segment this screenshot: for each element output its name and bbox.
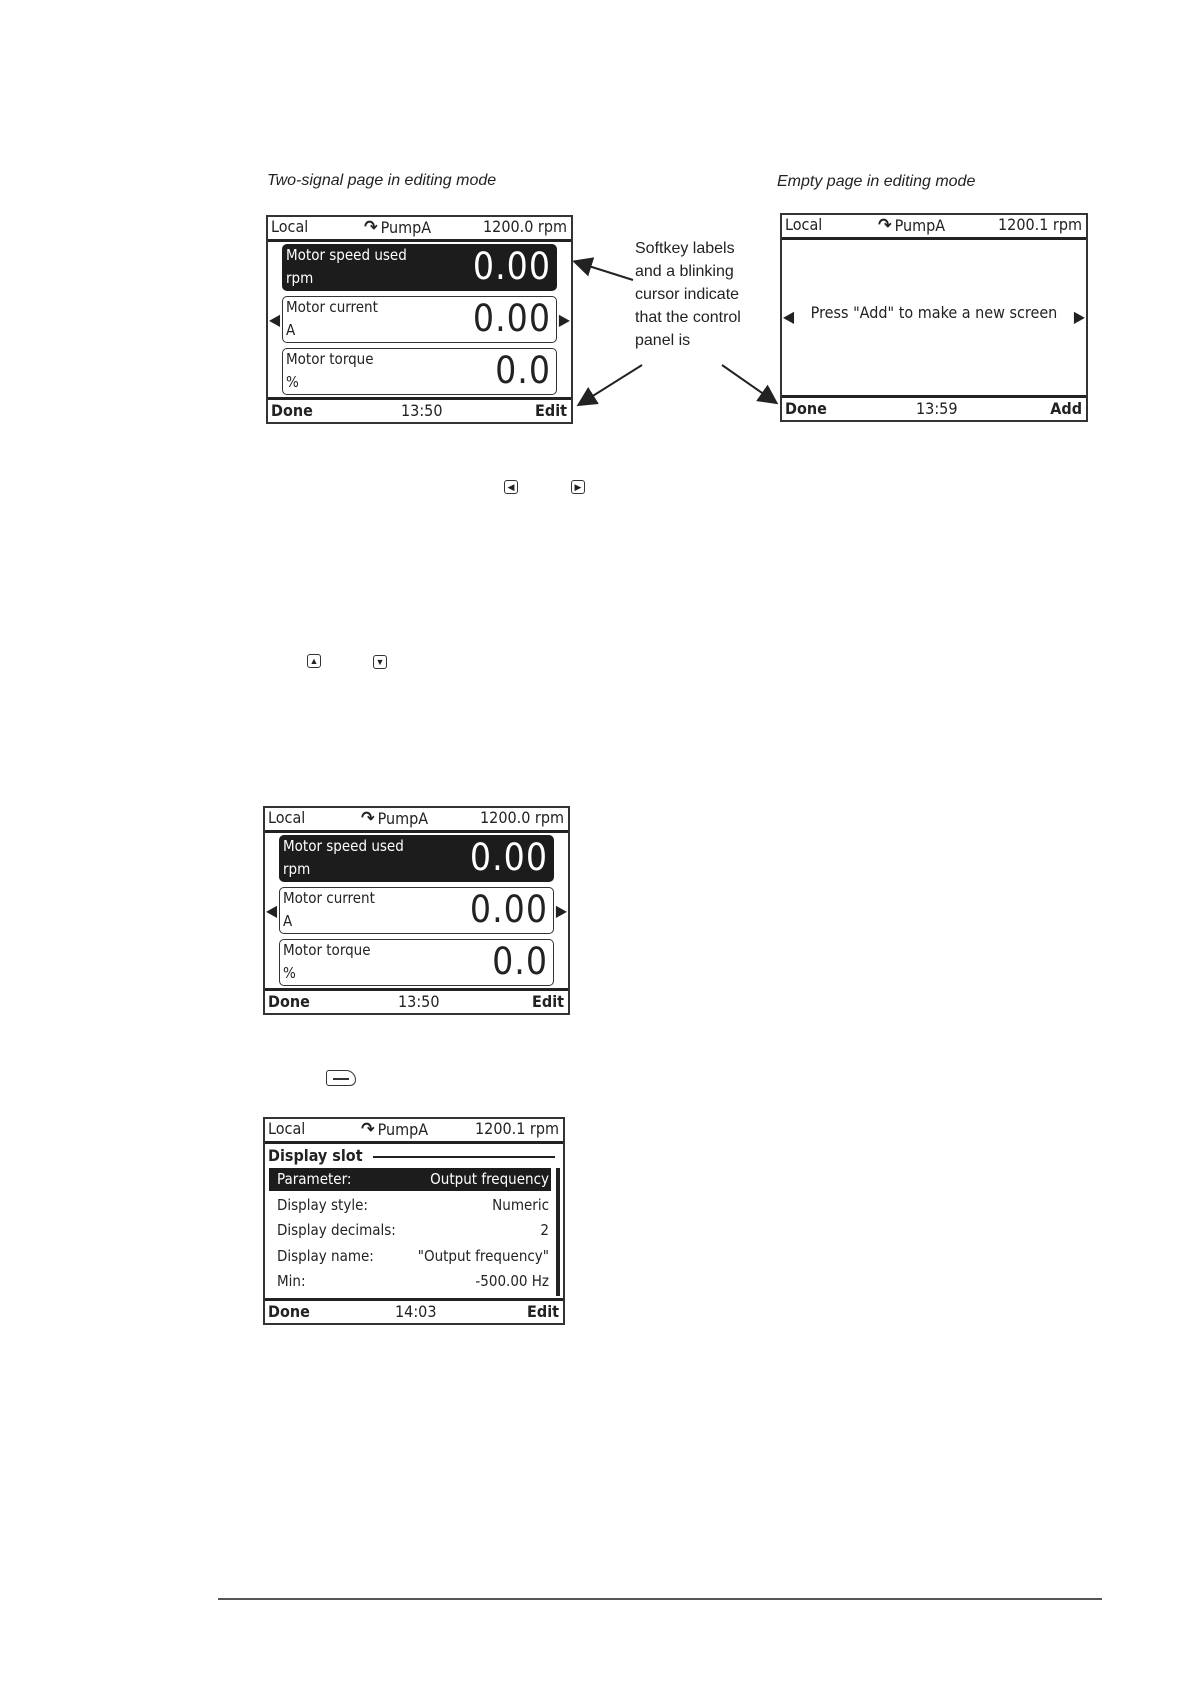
param-key: Min: [277, 1272, 306, 1290]
drive-name-label: PumpA [894, 216, 946, 235]
drive-name [878, 215, 945, 236]
done-softkey-label[interactable]: Done [271, 401, 313, 420]
param-value: "Output frequency" [417, 1247, 549, 1265]
signal-name: Motor torque [286, 350, 374, 368]
edit-softkey-label[interactable]: Edit [527, 1302, 559, 1321]
panel-footer [265, 988, 568, 1013]
arrow-to-empty-page [722, 365, 775, 402]
arrow-to-selected-slot [576, 262, 633, 280]
panel-header [265, 808, 568, 833]
clock: 13:59 [916, 399, 958, 418]
lcd-panel-display-slot [263, 1117, 565, 1325]
drive-name [361, 808, 428, 829]
panel-footer [782, 395, 1086, 420]
done-softkey-label[interactable]: Done [268, 992, 310, 1011]
clock: 13:50 [398, 992, 440, 1011]
signal-value: 0.0 [492, 940, 548, 983]
signal-slot-3[interactable] [282, 348, 557, 395]
param-row-display-name[interactable] [269, 1245, 551, 1268]
empty-page-message: Press "Add" to make a new screen [810, 303, 1058, 322]
signal-slot-2[interactable] [279, 887, 554, 934]
location-label: Local [268, 1119, 306, 1138]
location-label: Local [785, 215, 823, 234]
up-arrow-key-icon: ▲ [307, 654, 321, 668]
clock: 14:03 [395, 1302, 437, 1321]
section-title: Display slot [268, 1146, 363, 1165]
drive-name [364, 217, 431, 238]
param-row-parameter[interactable] [269, 1168, 551, 1191]
signal-slot-1[interactable] [282, 244, 557, 291]
down-arrow-key-icon: ▼ [373, 655, 387, 669]
panel-header [265, 1119, 563, 1144]
lcd-panel-two-signal-step [263, 806, 570, 1015]
signal-slot-2[interactable] [282, 296, 557, 343]
lcd-panel-two-signal [266, 215, 573, 424]
signal-name: Motor speed used [286, 246, 407, 264]
rotation-arrow-icon: ↷ [361, 808, 375, 829]
scrollbar[interactable] [556, 1168, 560, 1296]
param-key: Parameter: [277, 1170, 352, 1188]
clock: 13:50 [401, 401, 443, 420]
softkey-icon [326, 1070, 356, 1086]
signal-unit: % [283, 964, 296, 982]
caption-empty-page: Empty page in editing mode [777, 173, 976, 190]
signal-unit: rpm [286, 269, 314, 287]
location-label: Local [268, 808, 306, 827]
panel-footer [268, 397, 571, 422]
signal-name: Motor torque [283, 941, 371, 959]
param-row-display-style[interactable] [269, 1194, 551, 1217]
rotation-arrow-icon: ↷ [364, 217, 378, 238]
lcd-panel-empty-page [780, 213, 1088, 422]
signal-name: Motor speed used [283, 837, 404, 855]
signal-unit: rpm [283, 860, 311, 878]
panel-header [268, 217, 571, 242]
edit-softkey-label[interactable]: Edit [532, 992, 564, 1011]
signal-unit: A [283, 912, 293, 930]
callout-text: Softkey labels and a blinking cursor indicate that the control panel is [635, 240, 741, 349]
left-arrow-key-icon: ◀ [504, 480, 518, 494]
param-value: Numeric [492, 1196, 549, 1214]
right-arrow-icon: ▶ [558, 310, 570, 329]
right-arrow-icon: ▶ [555, 901, 567, 920]
location-label: Local [271, 217, 309, 236]
signal-slot-3[interactable] [279, 939, 554, 986]
param-row-min[interactable] [269, 1270, 551, 1293]
speed-readout: 1200.1 rpm [998, 215, 1082, 234]
done-softkey-label[interactable]: Done [785, 399, 827, 418]
param-key: Display decimals: [277, 1221, 396, 1239]
signal-value: 0.00 [472, 297, 551, 340]
signal-name: Motor current [283, 889, 375, 907]
signal-unit: A [286, 321, 296, 339]
left-arrow-icon: ◀ [266, 901, 278, 920]
panel-footer [265, 1298, 563, 1323]
drive-name-label: PumpA [377, 1120, 429, 1139]
rotation-arrow-icon: ↷ [878, 215, 892, 236]
param-key: Display style: [277, 1196, 368, 1214]
left-arrow-icon: ◀ [269, 310, 281, 329]
done-softkey-label[interactable]: Done [268, 1302, 310, 1321]
signal-unit: % [286, 373, 299, 391]
speed-readout: 1200.1 rpm [475, 1119, 559, 1138]
panel-header [782, 215, 1086, 240]
page-footer-rule [218, 1598, 1102, 1600]
signal-value: 0.00 [469, 888, 548, 931]
speed-readout: 1200.0 rpm [480, 808, 564, 827]
arrow-to-edit-softkey [580, 365, 642, 404]
signal-value: 0.0 [495, 349, 551, 392]
drive-name [361, 1119, 428, 1140]
param-value: -500.00 Hz [475, 1272, 549, 1290]
section-divider [373, 1156, 555, 1158]
left-arrow-icon: ◀ [783, 307, 795, 326]
param-value: Output frequency [430, 1170, 549, 1188]
signal-value: 0.00 [472, 245, 551, 288]
edit-softkey-label[interactable]: Edit [535, 401, 567, 420]
param-key: Display name: [277, 1247, 374, 1265]
add-softkey-label[interactable]: Add [1050, 399, 1082, 418]
right-arrow-icon: ▶ [1073, 307, 1085, 326]
signal-name: Motor current [286, 298, 378, 316]
speed-readout: 1200.0 rpm [483, 217, 567, 236]
drive-name-label: PumpA [380, 218, 432, 237]
right-arrow-key-icon: ▶ [571, 480, 585, 494]
param-row-display-decimals[interactable] [269, 1219, 551, 1242]
caption-two-signal-page: Two-signal page in editing mode [267, 172, 497, 189]
rotation-arrow-icon: ↷ [361, 1119, 375, 1140]
drive-name-label: PumpA [377, 809, 429, 828]
param-value: 2 [540, 1221, 549, 1239]
signal-value: 0.00 [469, 836, 548, 879]
signal-slot-1[interactable] [279, 835, 554, 882]
